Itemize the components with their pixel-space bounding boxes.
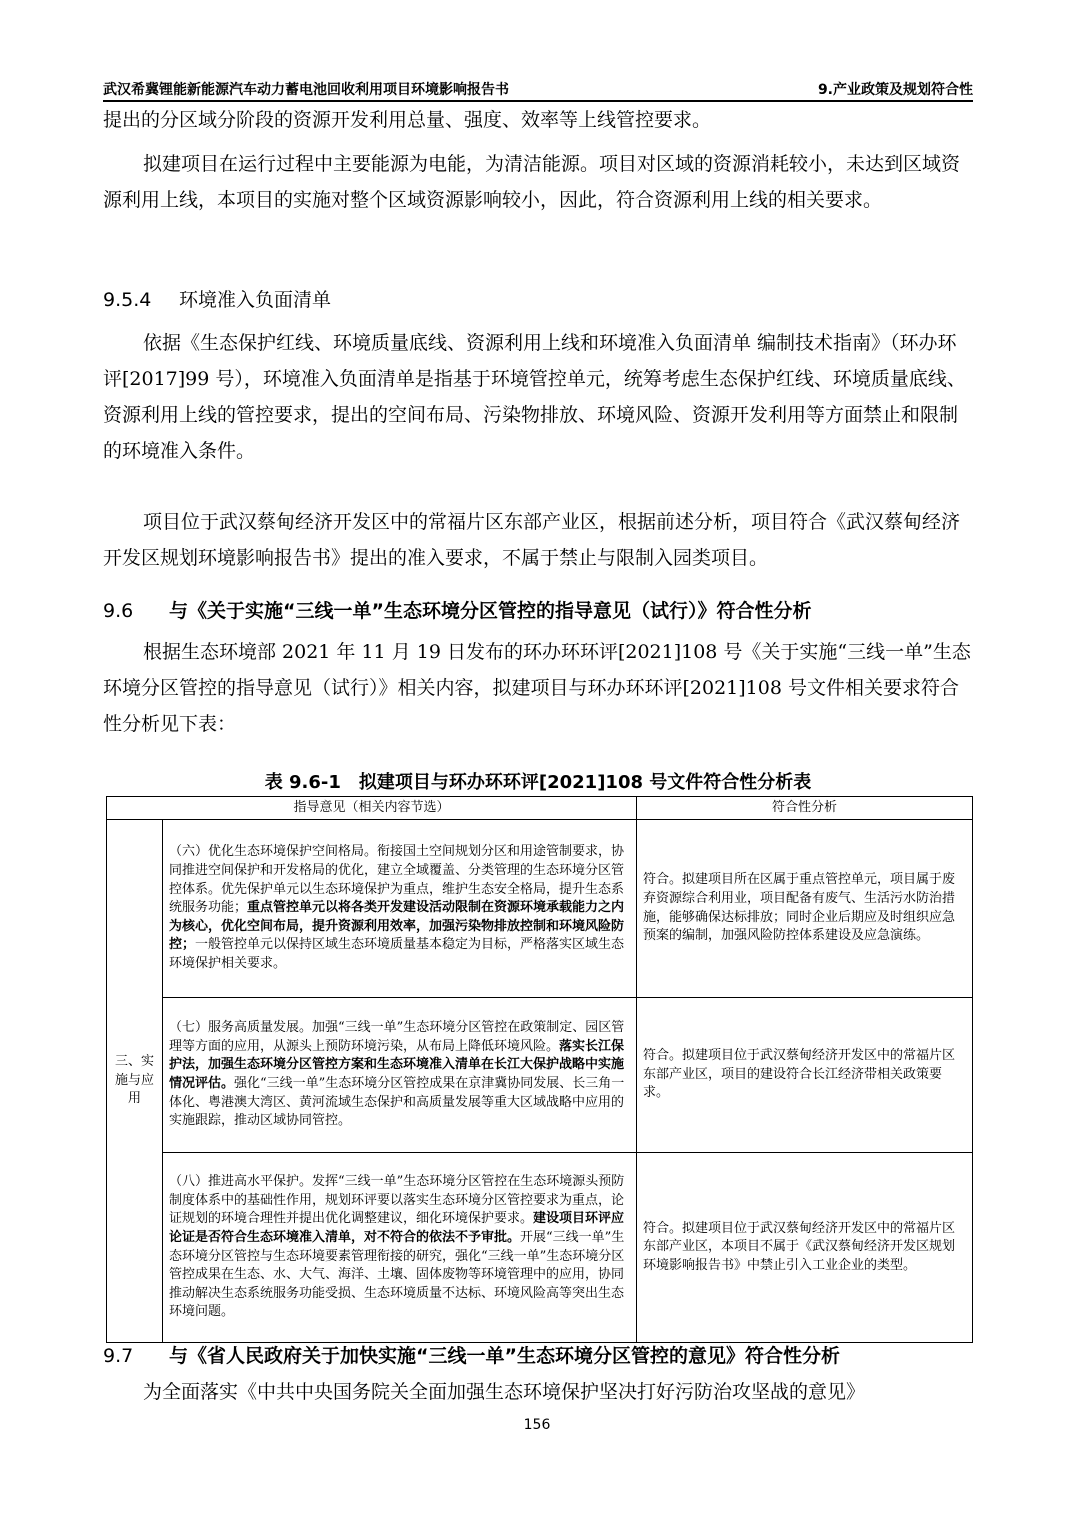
paragraph-implementation: 为全面落实《中共中央国务院关全面加强生态环境保护坚决打好污防治攻坚战的意见》 [143, 1381, 866, 1403]
section-title: 环境准入负面清单 [179, 289, 332, 311]
section-title: 与《关于实施“三线一单”生态环境分区管控的指导意见（试行）》符合性分析 [169, 600, 812, 622]
column-header-guidance: 指导意见（相关内容节选） [107, 797, 637, 820]
paragraph-continuation: 提出的分区域分阶段的资源开发利用总量、强度、效率等上线管控要求。 [103, 109, 712, 131]
guidance-text: （八）推进高水平保护。发挥“三线一单”生态环境分区管控在生态环境源头预防制度体系中的基础性作用，规划环评要以落实生态环境分区管控要求为重点，论证规划的环境合理性并提出优化调整建议，细化环境保护要求。 [169, 1174, 625, 1227]
section-number: 9.6 [103, 600, 134, 622]
page-number: 156 [523, 1417, 551, 1433]
guidance-emphasis: 落实长江保护法，加强生态环境分区管控方案和生态环境准入清单在长江大保护战略中实施情况评估。 [169, 1038, 625, 1091]
paragraph-guidance-intro: 根据生态环境部 2021 年 11 月 19 日发布的环办环环评[2021]108 号《关于实施“三线一单”生态环境分区管控的指导意见（试行）》相关内容，拟建项目与环办环环评[2021]108 号文件相关要求符合性分析见下表： [103, 641, 971, 735]
guidance-text: （七）服务高质量发展。加强“三线一单”生态环境分区管控在政策制定、园区管理等方面的应用，从源头上预防环境污染，从布局上降低环境风险。 [169, 1020, 625, 1054]
guidance-cell [163, 820, 637, 998]
section-number: 9.5.4 [103, 289, 152, 311]
header-document-title: 武汉希冀锂能新能源汽车动力蓄电池回收利用项目环境影响报告书 [103, 82, 509, 98]
table-row [107, 820, 973, 998]
guidance-cell [163, 998, 637, 1153]
table-caption: 表 9.6-1 拟建项目与环办环环评[2021]108 号文件符合性分析表 [264, 772, 812, 793]
paragraph-resource-limit: 拟建项目在运行过程中主要能源为电能，为清洁能源。项目对区域的资源消耗较小，未达到区域资源利用上线，本项目的实施对整个区域资源影响较小，因此，符合资源利用上线的相关要求。 [103, 153, 961, 211]
paragraph-negative-list: 依据《生态保护红线、环境质量底线、资源利用上线和环境准入负面清单 编制技术指南》（环办环评[2017]99 号），环境准入负面清单是指基于环境管控单元，统筹考虑生态保护红线、环境质量底线、资源利用上线的管控要求，提出的空间布局、污染物排放、环境风险、资源开发利用等方面禁止和限制的环境准入条件。 [103, 332, 966, 462]
analysis-cell: 符合。拟建项目位于武汉蔡甸经济开发区中的常福片区东部产业区，本项目不属于《武汉蔡甸经济开发区规划环境影响报告书》中禁止引入工业企业的类型。 [637, 1153, 973, 1343]
section-heading-9-6 [103, 596, 973, 623]
paragraph-project-location: 项目位于武汉蔡甸经济开发区中的常福片区东部产业区，根据前述分析，项目符合《武汉蔡甸经济开发区规划环境影响报告书》提出的准入要求，不属于禁止与限制入园类项目。 [103, 511, 961, 569]
compliance-table [106, 796, 973, 1343]
table-row [107, 1153, 973, 1343]
analysis-cell: 符合。拟建项目位于武汉蔡甸经济开发区中的常福片区东部产业区，项目的建设符合长江经济带相关政策要求。 [637, 998, 973, 1153]
section-heading-9-7 [103, 1341, 973, 1368]
guidance-text: 开展“三线一单”生态环境分区管控与生态环境要素管理衔接的研究，强化“三线一单”生态环境分区管控成果在生态、水、大气、海洋、土壤、固体废物等环境管理中的应用，协同推动解决生态系统服务功能受损、生态环境质量不达标、环境风险高等突出生态环境问题。 [169, 1229, 625, 1320]
guidance-cell [163, 1153, 637, 1343]
table-header-row [107, 797, 973, 820]
table-row [107, 998, 973, 1153]
guidance-text: 强化“三线一单”生态环境分区管控成果在京津冀协同发展、长三角一体化、粤港澳大湾区、黄河流域生态保护和高质量发展等重大区域战略中应用的实施跟踪，推动区域协同管控。 [169, 1076, 625, 1129]
category-cell: 三、实施与应用 [107, 820, 163, 1343]
column-header-analysis: 符合性分析 [637, 797, 973, 820]
guidance-text: （六）优化生态环境保护空间格局。衔接国土空间规划分区和用途管制要求，协同推进空间保护和开发格局的优化，建立全域覆盖、分类管理的生态环境分区管控体系。优先保护单元以生态环境保护为重点，维护生态安全格局，提升生态系统服务功能； [169, 844, 625, 916]
guidance-text: 一般管控单元以保持区域生态环境质量基本稳定为目标，严格落实区域生态环境保护相关要求。 [169, 937, 625, 971]
page-header [103, 76, 973, 102]
section-title: 与《省人民政府关于加快实施“三线一单”生态环境分区管控的意见》符合性分析 [169, 1345, 840, 1367]
guidance-emphasis: 建设项目环评应论证是否符合生态环境准入清单，对不符合的依法不予审批。 [169, 1211, 625, 1245]
section-heading-9-5-4 [103, 285, 331, 312]
section-number: 9.7 [103, 1345, 134, 1367]
analysis-cell: 符合。拟建项目所在区属于重点管控单元，项目属于废弃资源综合利用业，项目配备有废气、生活污水防治措施，能够确保达标排放；同时企业后期应及时组织应急预案的编制，加强风险防控体系建设及应急演练。 [637, 820, 973, 998]
guidance-emphasis: 重点管控单元以将各类开发建设活动限制在资源环境承载能力之内为核心，优化空间布局，提升资源利用效率，加强污染物排放控制和环境风险防控； [169, 900, 625, 953]
header-chapter-title: 9.产业政策及规划符合性 [817, 82, 973, 98]
